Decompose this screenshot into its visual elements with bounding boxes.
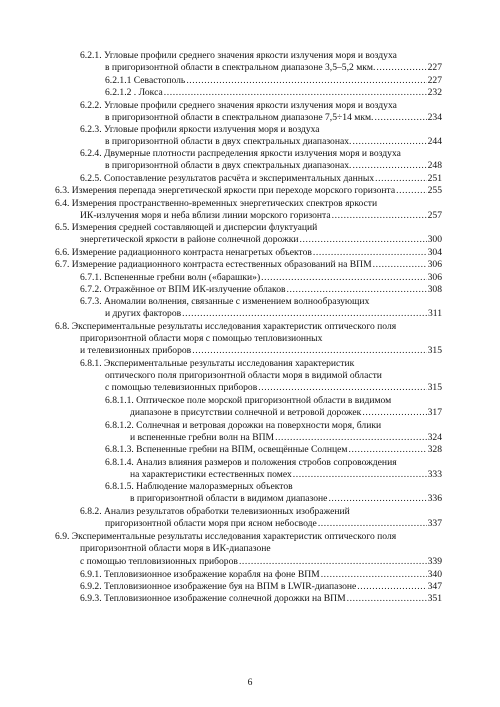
toc-entry-text: 6.2.5. Сопоставление результатов расчёта и экспериментальных данных — [80, 173, 375, 184]
toc-leader-dots — [362, 407, 426, 419]
toc-leader-dots — [321, 569, 427, 581]
toc-page-number: 315 — [427, 382, 442, 393]
toc-leader-dots — [192, 345, 426, 357]
toc-line — [80, 148, 401, 160]
toc-leader-dots — [374, 112, 426, 124]
toc-page-number: 306 — [427, 259, 442, 270]
toc-page-number: 248 — [427, 160, 442, 171]
toc-page-number: 315 — [427, 345, 442, 356]
toc-line — [80, 284, 442, 296]
toc-page-number: 227 — [427, 62, 442, 73]
toc-line — [80, 506, 350, 518]
toc-page-number: 339 — [427, 556, 442, 567]
toc-entry-text: с помощью телевизионных приборов — [105, 382, 258, 393]
toc-line — [80, 296, 369, 308]
toc-leader-dots — [352, 136, 426, 148]
toc-entry-text: 6.8.1.2. Солнечная и ветровая дорожки на поверхности моря, блики — [105, 420, 382, 431]
toc-page-number: 227 — [427, 75, 442, 86]
toc-line — [80, 124, 320, 136]
toc-line — [80, 173, 442, 185]
toc-page-number: 244 — [427, 136, 442, 147]
toc-leader-dots — [396, 185, 426, 197]
toc-entry-text: 6.8.1.3. Вспененные гребни на ВПМ, освещённые Солнцем — [105, 444, 348, 455]
toc-line — [105, 444, 442, 456]
toc-line — [105, 518, 442, 530]
toc-leader-dots — [293, 469, 427, 481]
toc-entry-text: 6.8.1. Экспериментальные результаты исследования характеристик — [80, 358, 355, 369]
toc-page-number: 308 — [427, 284, 442, 295]
toc-leader-dots — [332, 210, 427, 222]
toc-page-number: 304 — [427, 247, 442, 258]
toc-page-number: 317 — [427, 407, 442, 418]
toc-entry-text: 6.9.1. Тепловизионное изображение корабля на фоне ВПМ — [80, 569, 320, 580]
toc-line — [55, 185, 442, 197]
toc-page-number: 351 — [427, 593, 442, 604]
toc-page-number: 340 — [427, 569, 442, 580]
toc-page-number: 347 — [427, 581, 442, 592]
toc-leader-dots — [357, 581, 426, 593]
toc-line — [80, 556, 442, 568]
toc-leader-dots — [300, 234, 427, 246]
toc-leader-dots — [375, 173, 426, 185]
toc-entry-text: 6.8.2. Анализ результатов обработки телевизионных изображений — [80, 506, 350, 517]
toc-line — [130, 493, 442, 505]
toc-line — [80, 358, 354, 370]
toc-entry-text: 6.4. Измерения пространственно-временных энергетических спектров яркости — [55, 198, 378, 209]
toc-line — [105, 75, 442, 87]
toc-leader-dots — [376, 62, 426, 74]
toc-entry-text: 6.3. Измерения перепада энергетической яркости при переходе морского горизонта — [55, 185, 396, 196]
toc-line — [130, 407, 442, 419]
toc-leader-dots — [287, 284, 427, 296]
toc-line — [80, 272, 442, 284]
toc-line — [105, 395, 391, 407]
toc-entry-text: диапазоне в присутствии солнечной и ветровой дорожек — [130, 407, 362, 418]
toc-leader-dots — [258, 382, 426, 394]
toc-line — [55, 259, 442, 271]
toc-entry-text: 6.2.1.2 . Локса — [105, 87, 163, 98]
toc-entry-text: энергетической яркости в районе солнечной дорожки — [80, 234, 299, 245]
toc-leader-dots — [348, 444, 426, 456]
toc-leader-dots — [313, 247, 427, 259]
toc-line — [105, 87, 442, 99]
toc-line — [80, 100, 397, 112]
toc-entry-text: 6.9. Экспериментальные результаты исследования характеристик оптического поля — [55, 531, 397, 542]
toc-line — [105, 382, 442, 394]
toc-page-number: 232 — [427, 87, 442, 98]
page-number: 6 — [247, 677, 253, 688]
toc-entry-text: оптического поля пригоризонтной области моря в видимой области — [105, 370, 382, 381]
toc-entry-text: 6.9.3. Тепловизионное изображение солнечной дорожки на ВПМ — [80, 593, 346, 604]
toc-line — [105, 62, 442, 74]
toc-entry-text: 6.2.1. Угловые профили среднего значения яркости излучения моря и воздуха — [80, 50, 397, 61]
toc-line — [55, 531, 396, 543]
toc-line — [105, 112, 442, 124]
toc-leader-dots — [239, 556, 427, 568]
toc-line — [105, 308, 442, 320]
toc-page-number: 255 — [427, 185, 442, 196]
toc-line — [105, 420, 381, 432]
toc-entry-text: в пригоризонтной области в двух спектральных диапазонах. — [105, 160, 352, 171]
toc-entry-text: 6.8.1.1. Оптическое поле морской пригоризонтной области в видимом — [105, 395, 392, 406]
toc-entry-text: пригоризонтной области моря при ясном небосводе — [105, 518, 317, 529]
toc-leader-dots — [328, 493, 426, 505]
toc-page-number: 336 — [427, 493, 442, 504]
toc-page-number: 324 — [427, 432, 442, 443]
toc-line — [55, 321, 396, 333]
toc-line — [80, 345, 442, 357]
toc-entry-text: и вспененные гребни волн на ВПМ — [130, 432, 275, 443]
toc-line — [55, 222, 317, 234]
toc-line — [80, 210, 442, 222]
toc-page-number: 328 — [427, 444, 442, 455]
toc-line — [105, 160, 442, 172]
toc-leader-dots — [261, 272, 426, 284]
toc-line — [105, 370, 382, 382]
toc-entry-text: ИК-излучения моря и неба вблизи линии морского горизонта — [80, 210, 331, 221]
toc-entry-text: 6.2.1.1 Севастополь — [105, 75, 186, 86]
toc-line — [130, 469, 442, 481]
toc-leader-dots — [373, 259, 427, 271]
toc-entry-text: и других факторов — [105, 308, 182, 319]
toc-page-number: 257 — [427, 210, 442, 221]
toc-entry-text: 6.2.4. Двумерные плотности распределения яркости излучения моря и воздуха — [80, 148, 401, 159]
toc-line — [55, 247, 442, 259]
toc-entry-text: 6.8.1.4. Анализ влияния размеров и положения стробов сопровождения — [105, 457, 397, 468]
toc-line — [130, 432, 442, 444]
toc-entry-text: на характеристики естественных помех — [130, 469, 292, 480]
toc-entry-text: в пригоризонтной области в видимом диапазоне — [130, 493, 328, 504]
toc-entry-text: пригоризонтной области моря с помощью тепловизионных — [80, 333, 323, 344]
toc-entry-text: 6.7.2. Отражённое от ВПМ ИК-излучение облаков — [80, 284, 286, 295]
toc-page-number: 337 — [427, 518, 442, 529]
toc-leader-dots — [352, 160, 426, 172]
toc-line — [80, 581, 442, 593]
toc-page-number: 251 — [427, 173, 442, 184]
toc-page-number: 234 — [427, 112, 442, 123]
toc-entry-text: и телевизионных приборов — [80, 345, 192, 356]
toc-leader-dots — [275, 432, 427, 444]
toc-entry-text: в пригоризонтной области в двух спектральных диапазонах. — [105, 136, 352, 147]
toc-page-number: 333 — [427, 469, 442, 480]
toc-leader-dots — [182, 308, 427, 320]
toc-entry-text: 6.2.3. Угловые профили яркости излучения моря и воздуха — [80, 124, 320, 135]
toc-page-number: 306 — [427, 272, 442, 283]
toc-entry-text: 6.2.2. Угловые профили среднего значения яркости излучения моря и воздуха — [80, 100, 397, 111]
toc-entry-text: 6.7.3. Аномалии волнения, связанные с изменением волнообразующих — [80, 296, 370, 307]
toc-page-number: 311 — [427, 308, 442, 319]
toc-line — [80, 543, 271, 555]
toc-entry-text: 6.7.1. Вспененные гребни волн («барашки») — [80, 272, 261, 283]
toc-leader-dots — [186, 75, 426, 87]
toc-line — [105, 481, 293, 493]
toc-entry-text: 6.7. Измерение радиационного контраста естественных образований на ВПМ — [55, 259, 372, 270]
toc-entry-text: 6.8. Экспериментальные результаты исследования характеристик оптического поля — [55, 321, 397, 332]
toc-leader-dots — [347, 593, 427, 605]
toc-page-number: 300 — [427, 234, 442, 245]
toc-entry-text: пригоризонтной области моря в ИК-диапазоне — [80, 543, 271, 554]
toc-entry-text: 6.8.1.5. Наблюдение малоразмерных объектов — [105, 481, 293, 492]
toc-line — [80, 593, 442, 605]
toc-line — [80, 50, 397, 62]
toc-entry-text: в пригоризонтной области в спектральном диапазоне 3,5–5,2 мкм. — [105, 62, 376, 73]
toc-line — [80, 333, 322, 345]
toc-entry-text: в пригоризонтной области в спектральном диапазоне 7,5÷14 мкм. — [105, 112, 374, 123]
toc-leader-dots — [164, 87, 427, 99]
toc-entry-text: 6.5. Измерения средней составляющей и дисперсии флуктуаций — [55, 222, 318, 233]
toc-line — [105, 136, 442, 148]
toc-entry-text: с помощью тепловизионных приборов — [80, 556, 238, 567]
toc-entry-text: 6.6. Измерение радиационного контраста ненагретых объектов — [55, 247, 312, 258]
toc-line — [80, 234, 442, 246]
toc-line — [80, 569, 442, 581]
toc-line — [55, 198, 377, 210]
toc-leader-dots — [318, 518, 427, 530]
toc-entry-text: 6.9.2. Тепловизионное изображение буя на ВПМ в LWIR-диапазоне — [80, 581, 357, 592]
toc-line — [105, 457, 397, 469]
